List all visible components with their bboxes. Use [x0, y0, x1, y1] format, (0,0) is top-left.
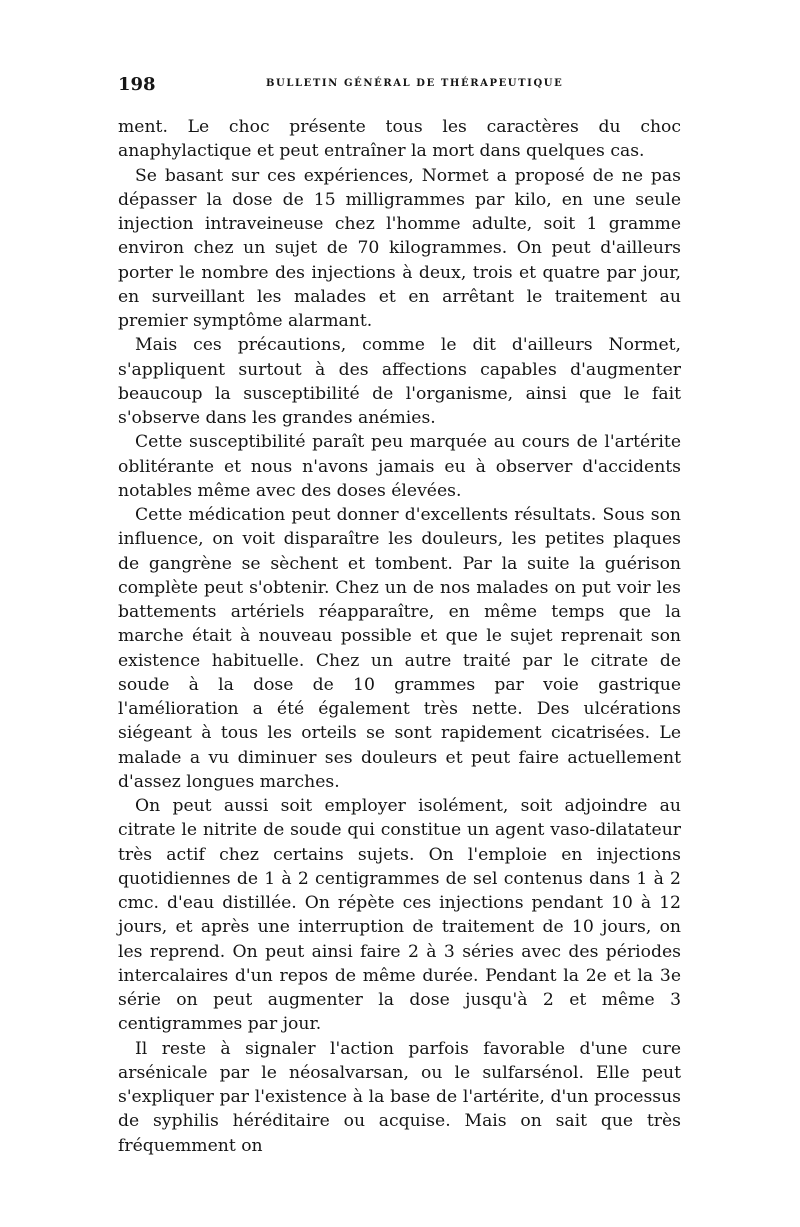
paragraph-1: ment. Le choc présente tous les caractères du choc anaphylactique et peut entraîner la mort dans quelques cas.	[118, 117, 681, 162]
paragraph-7: Il reste à signaler l'action parfois favorable d'une cure arsénicale par le néosalvarsan, ou le sulfarsénol. Elle peut s'expliquer par l'existence à la base de l'artérite, d'un processus de syphilis héréditaire ou acquise. Mais on sait que très fréquemment on	[118, 1038, 681, 1156]
paragraph-2: Se basant sur ces expériences, Normet a proposé de ne pas dépasser la dose de 15 milligrammes par kilo, en une seule injection intraveineuse chez l'homme adulte, soit 1 gramme environ chez un sujet de 70 kilogrammes. On peut d'ailleurs porter le nombre des injections à deux, trois et quatre par jour, en surveillant les malades et en arrêtant le traitement au premier symptôme alarmant.	[118, 165, 681, 331]
paragraph-6: On peut aussi soit employer isolément, soit adjoindre au citrate le nitrite de soude qui constitue un agent vaso-dilatateur très actif chez certains sujets. On l'emploie en injections quotidiennes de 1 à 2 centigrammes de sel contenus dans 1 à 2 cmc. d'eau distillée. On répète ces injections pendant 10 à 12 jours, et après une interruption de traitement de 10 jours, on les reprend. On peut ainsi faire 2 à 3 séries avec des périodes intercalaires d'un repos de même durée. Pendant la 2e et la 3e série on peut augmenter la dose jusqu'à 2 et même 3 centigrammes par jour.	[118, 796, 681, 1035]
paragraph-3: Mais ces précautions, comme le dit d'ailleurs Normet, s'appliquent surtout à des affections capables d'augmenter beaucoup la susceptibilité de l'organisme, ainsi que le fait s'observe dans les grandes anémies.	[118, 335, 681, 428]
page-number: 198	[118, 74, 156, 95]
running-title: BULLETIN GÉNÉRAL DE THÉRAPEUTIQUE	[266, 78, 564, 89]
paragraph-4: Cette susceptibilité paraît peu marquée au cours de l'artérite oblitérante et nous n'avons jamais eu à observer d'accidents notables même avec des doses élevées.	[118, 432, 681, 501]
body-text	[118, 115, 681, 1158]
page-header	[118, 74, 680, 98]
paragraph-5: Cette médication peut donner d'excellents résultats. Sous son influence, on voit disparaître les douleurs, les petites plaques de gangrène se sèchent et tombent. Par la suite la guérison complète peut s'obtenir. Chez un de nos malades on put voir les battements artériels réapparaître, en même temps que la marche était à nouveau possible et que le sujet reprenait son existence habituelle. Chez un autre traité par le citrate de soude à la dose de 10 grammes par voie gastrique l'amélioration a été également très nette. Des ulcérations siégeant à tous les orteils se sont rapidement cicatrisées. Le malade a vu diminuer ses douleurs et peut faire actuellement d'assez longues marches.	[118, 505, 681, 792]
